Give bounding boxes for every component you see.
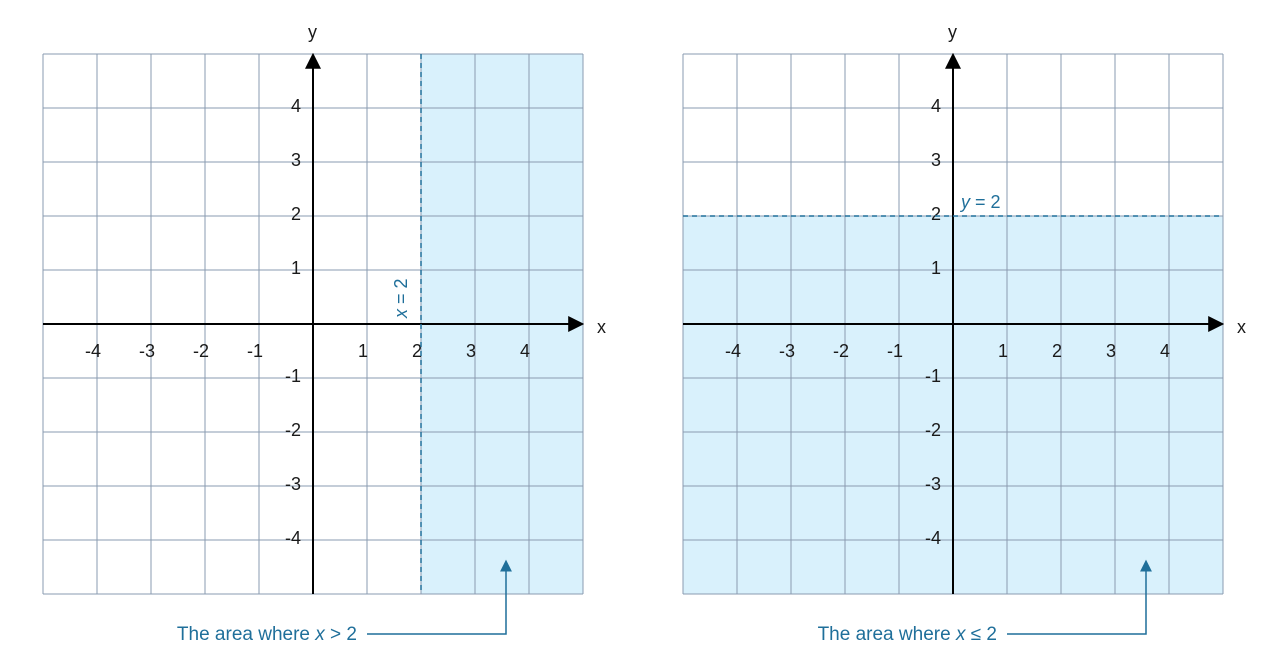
y-tick-label: 1 <box>290 258 301 278</box>
y-tick-label: -4 <box>924 528 941 548</box>
y-tick-label: -1 <box>284 366 301 386</box>
x-tick-label: -4 <box>724 341 742 361</box>
x-tick-label: -1 <box>886 341 904 361</box>
boundary-line-label <box>959 192 1001 212</box>
y-tick-label: 3 <box>930 150 941 170</box>
y-tick-label: -2 <box>284 420 301 440</box>
x-tick-label: 4 <box>1159 341 1171 361</box>
x-tick-label: -2 <box>192 341 210 361</box>
caption-prefix: The area where <box>817 624 956 645</box>
y-tick-label: -4 <box>284 528 301 548</box>
boundary-line-label-rest: = 2 <box>391 278 411 309</box>
panel-left <box>43 22 606 645</box>
boundary-line-label-var: x <box>391 309 411 318</box>
y-tick-label: 4 <box>930 96 941 116</box>
boundary-line-label <box>391 278 411 319</box>
caption-var: x <box>315 624 325 645</box>
x-axis-label: x <box>1237 317 1246 337</box>
y-tick-label: 4 <box>290 96 301 116</box>
y-tick-label: -3 <box>284 474 301 494</box>
caption-prefix: The area where <box>176 624 316 645</box>
caption-suffix: > 2 <box>324 624 357 645</box>
boundary-line-label-var: y <box>961 192 970 212</box>
boundary-line-label-rest: = 2 <box>970 192 1001 212</box>
x-tick-label: 4 <box>519 341 531 361</box>
caption <box>177 624 357 645</box>
caption-var: x <box>955 624 966 645</box>
x-tick-label: 2 <box>411 341 423 361</box>
x-tick-label: -3 <box>778 341 796 361</box>
x-axis-label: x <box>597 317 606 337</box>
y-tick-label: -1 <box>924 366 941 386</box>
y-tick-label: 1 <box>930 258 941 278</box>
y-axis-label: y <box>948 22 957 42</box>
panel-right <box>683 22 1246 645</box>
x-tick-label: 3 <box>1105 341 1117 361</box>
y-tick-label: 2 <box>290 204 301 224</box>
y-tick-label: -3 <box>924 474 941 494</box>
y-tick-label: 2 <box>930 204 941 224</box>
caption-suffix: ≤ 2 <box>965 624 997 645</box>
x-tick-label: 1 <box>997 341 1009 361</box>
x-tick-label: -1 <box>246 341 264 361</box>
x-tick-label: -3 <box>138 341 156 361</box>
y-tick-label: 3 <box>290 150 301 170</box>
y-tick-labels <box>285 96 301 548</box>
y-tick-label: -2 <box>924 420 941 440</box>
x-tick-label: 2 <box>1051 341 1063 361</box>
caption <box>818 624 997 645</box>
x-tick-label: 1 <box>357 341 369 361</box>
x-tick-label: -4 <box>84 341 102 361</box>
x-tick-label: 3 <box>465 341 477 361</box>
x-tick-label: -2 <box>832 341 850 361</box>
y-axis-label: y <box>308 22 317 42</box>
